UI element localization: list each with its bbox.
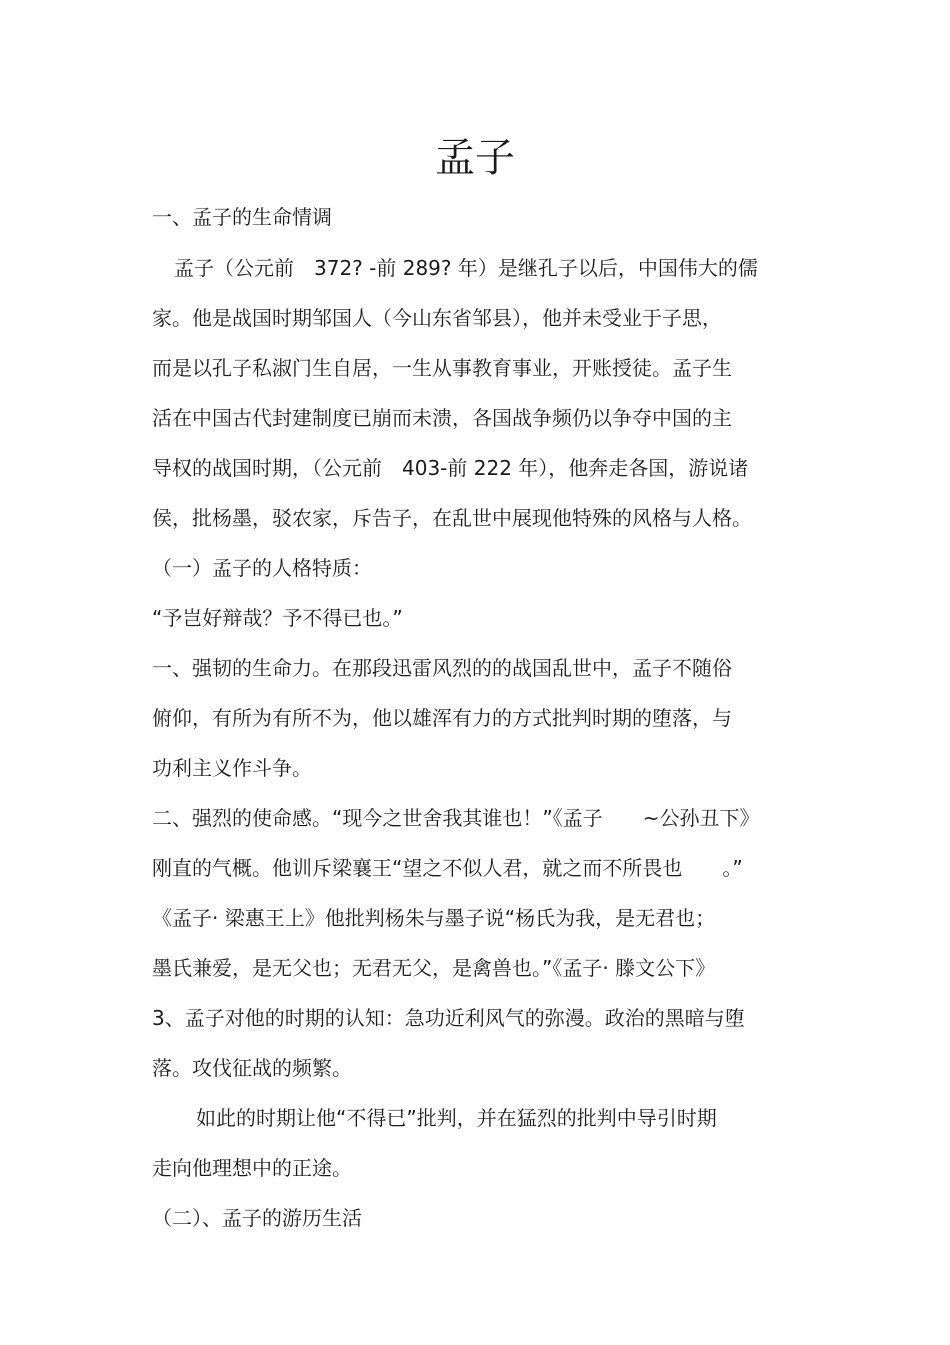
quotation: “予岂好辩哉？予不得已也。” xyxy=(152,606,403,630)
paragraph-line: 导权的战国时期，（公元前 403-前 222 年），他奔走各国，游说诸 xyxy=(152,456,749,480)
paragraph-line: 活在中国古代封建制度已崩而未溃，各国战争频仍以争夺中国的主 xyxy=(152,406,732,430)
subsection-heading-2: （二）、孟子的游历生活 xyxy=(152,1206,362,1230)
paragraph-line: 如此的时期让他“不得已”批判，并在猛烈的批判中导引时期 xyxy=(196,1106,717,1130)
paragraph-line: 功利主义作斗争。 xyxy=(152,756,312,780)
paragraph-line: 一、强韧的生命力。在那段迅雷风烈的的战国乱世中，孟子不随俗 xyxy=(152,656,732,680)
paragraph-line: 而是以孔子私淑门生自居，一生从事教育事业，开账授徒。孟子生 xyxy=(152,356,732,380)
paragraph-line: 刚直的气概。他训斥梁襄王“望之不似人君，就之而不所畏也 。” xyxy=(152,856,743,880)
paragraph-line: 走向他理想中的正途。 xyxy=(152,1156,352,1180)
paragraph-line: 3、孟子对他的时期的认知：急功近利风气的弥漫。政治的黑暗与堕 xyxy=(152,1006,745,1030)
paragraph-line: 俯仰，有所为有所不为，他以雄浑有力的方式批判时期的堕落，与 xyxy=(152,706,732,730)
section-heading-1: 一、孟子的生命情调 xyxy=(152,205,332,229)
paragraph-line: 《孟子· 梁惠王上》他批判杨朱与墨子说“杨氏为我，是无君也； xyxy=(152,906,716,930)
paragraph-line: 落。攻伐征战的频繁。 xyxy=(152,1056,352,1080)
paragraph-line: 孟子（公元前 372? -前 289? 年）是继孔子以后，中国伟大的儒 xyxy=(174,256,758,280)
paragraph-line: 墨氏兼爱，是无父也；无君无父，是禽兽也。”《孟子· 滕文公下》 xyxy=(152,956,716,980)
document-title: 孟子 xyxy=(435,135,515,181)
subsection-heading-1: （一）孟子的人格特质： xyxy=(152,556,372,580)
paragraph-line: 家。他是战国时期邹国人（今山东省邹县），他并未受业于子思， xyxy=(152,306,722,330)
paragraph-line: 二、强烈的使命感。“现今之世舍我其谁也！”《孟子 ~公孙丑下》 xyxy=(152,806,760,830)
paragraph-line: 侯，批杨墨，驳农家，斥告子，在乱世中展现他特殊的风格与人格。 xyxy=(152,506,752,530)
